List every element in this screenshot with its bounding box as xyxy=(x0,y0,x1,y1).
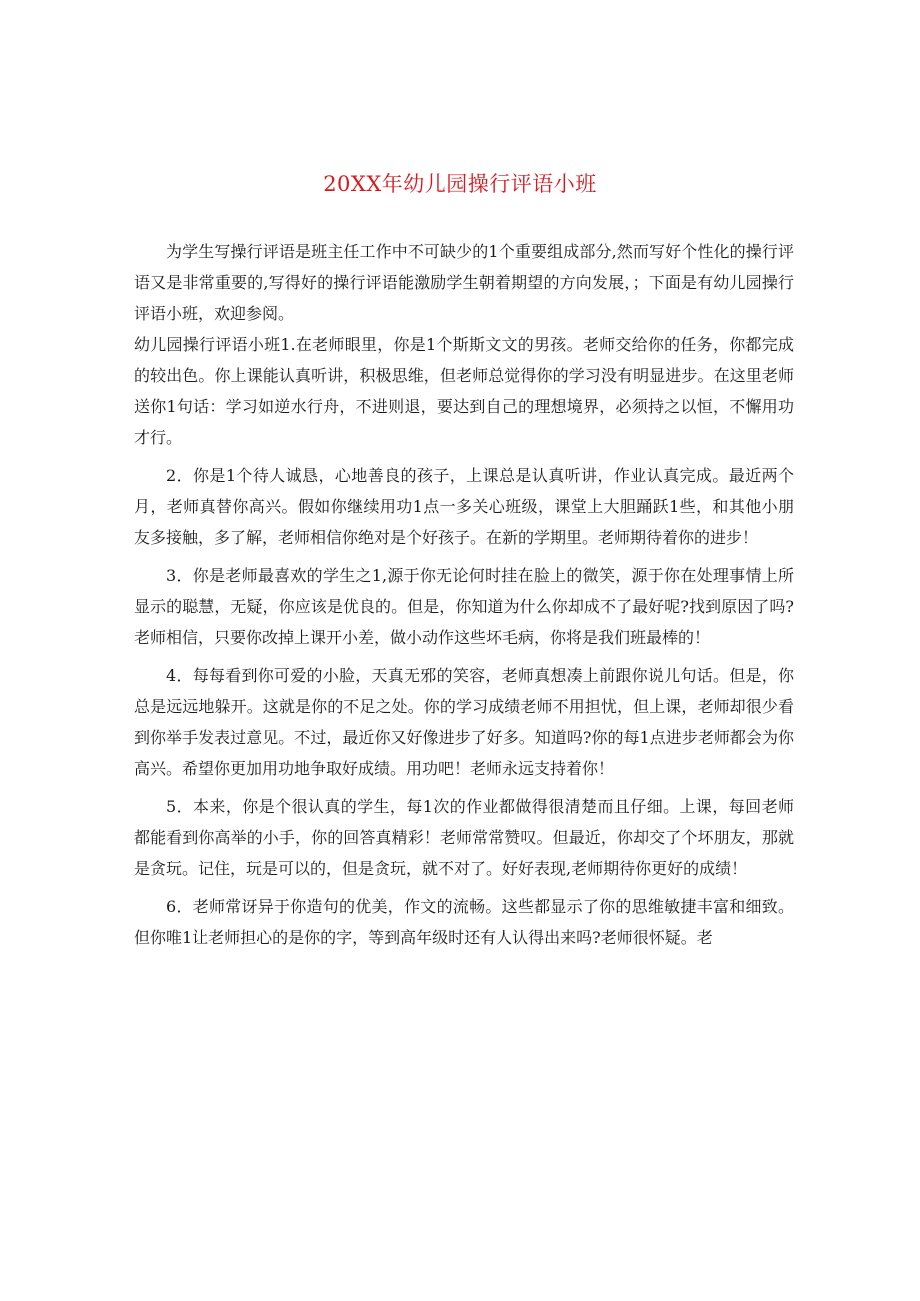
comment-paragraph-2: 2．你是1个待人诚恳，心地善良的孩子，上课总是认真听讲，作业认真完成。最近两个月，老师真替你高兴。假如你继续用功1点一多关心班级，课堂上大胆踊跃1些，和其他小朋友多接触，多了解，老师相信你绝对是个好孩子。在新的学期里。老师期待着你的进步！ xyxy=(134,466,794,547)
comment-paragraph-3: 3．你是老师最喜欢的学生之1,源于你无论何时挂在脸上的微笑，源于你在处理事情上所显示的聪慧，无疑，你应该是优良的。但是，你知道为什么你却成不了最好呢?找到原因了吗?老师相信，只要你改掉上课开小差，做小动作这些坏毛病，你将是我们班最棒的！ xyxy=(134,566,794,647)
intro-paragraph: 为学生写操行评语是班主任工作中不可缺少的1个重要组成部分,然而写好个性化的操行评语又是非常重要的,写得好的操行评语能激励学生朝着期望的方向发展，；下面是有幼儿园操行评语小班，欢迎参阅。 xyxy=(134,242,794,323)
document-body xyxy=(134,236,794,953)
comment-paragraph-4: 4．每每看到你可爱的小脸，天真无邪的笑容，老师真想凑上前跟你说儿句话。但是，你总是远远地躲开。这就是你的不足之处。你的学习成绩老师不用担忧，但上课，老师却很少看到你举手发表过意见。不过，最近你又好像进步了好多。知道吗?你的每1点进步老师都会为你高兴。希望你更加用功地争取好成绩。用功吧！老师永远支持着你！ xyxy=(134,666,794,778)
document-title: 20XX年幼儿园操行评语小班 xyxy=(323,172,597,196)
comment-paragraph-1: 幼儿园操行评语小班1.在老师眼里，你是1个斯斯文文的男孩。老师交给你的任务，你都完成的较出色。你上课能认真听讲，积极思维，但老师总觉得你的学习没有明显进步。在这里老师送你1句话：学习如逆水行舟，不进则退，要达到自己的理想境界，必须持之以恒，不懈用功才行。 xyxy=(134,335,794,447)
comment-paragraph-5: 5．本来，你是个很认真的学生，每1次的作业都做得很清楚而且仔细。上课，每回老师都能看到你高举的小手，你的回答真精彩！老师常常赞叹。但最近，你却交了个坏朋友，那就是贪玩。记住，玩是可以的，但是贪玩，就不对了。好好表现,老师期待你更好的成绩！ xyxy=(134,797,794,878)
comment-paragraph-6: 6．老师常讶异于你造句的优美，作文的流畅。这些都显示了你的思维敏捷丰富和细致。但你唯1让老师担心的是你的字，等到高年级时还有人认得出来吗?老师很怀疑。老 xyxy=(134,897,794,947)
